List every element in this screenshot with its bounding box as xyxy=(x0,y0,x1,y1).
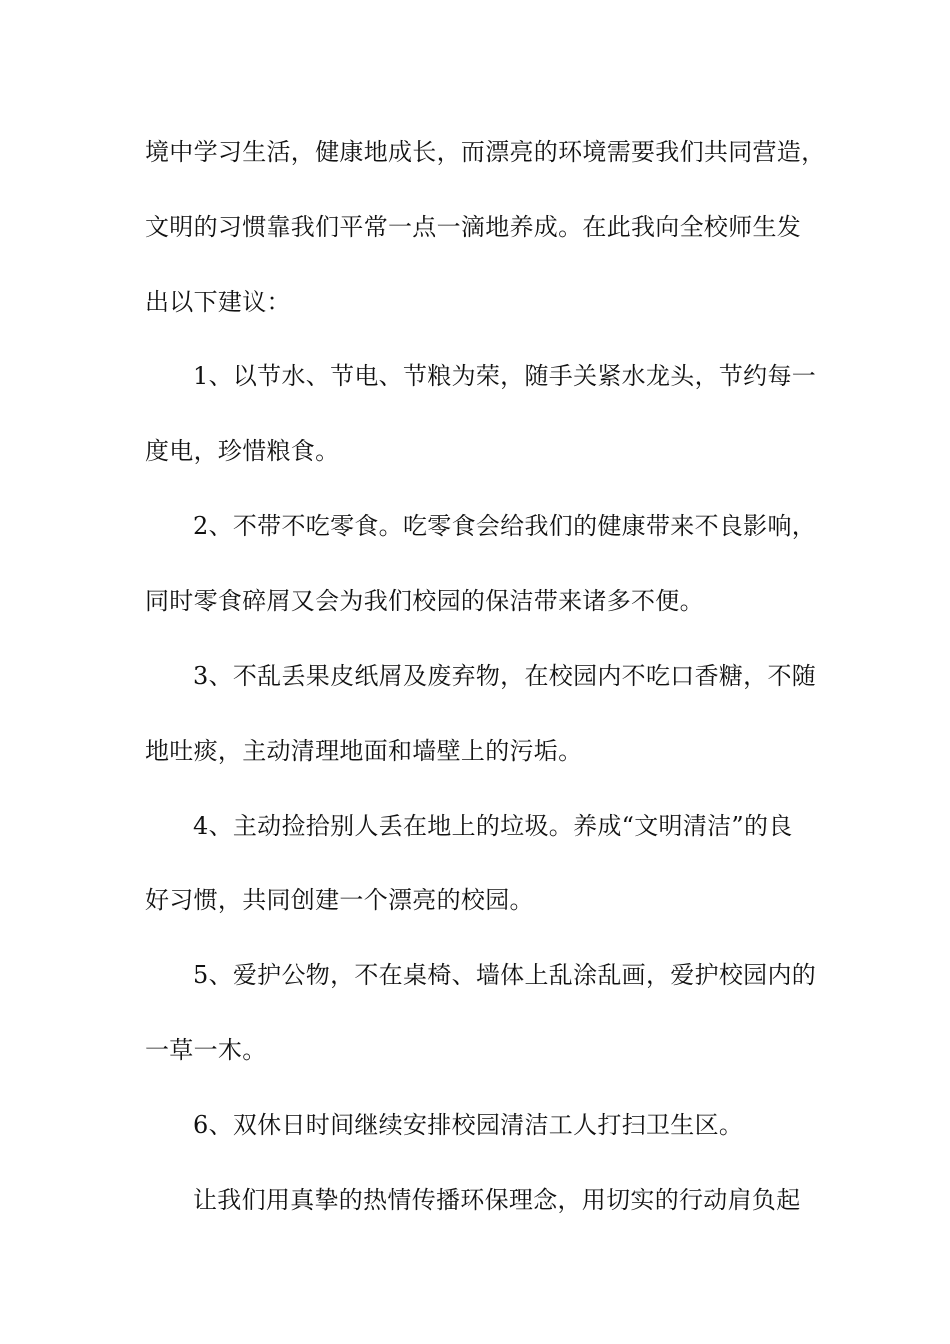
item-3-line-1: 3、不乱丢果皮纸屑及废弃物，在校园内不吃口香糖，不随 xyxy=(193,662,817,690)
text-line-2: 文明的习惯靠我们平常一点一滴地养成。在此我向全校师生发 xyxy=(145,213,802,241)
item-4-line-2: 好习惯，共同创建一个漂亮的校园。 xyxy=(145,886,534,914)
item-2-line-1: 2、不带不吃零食。吃零食会给我们的健康带来不良影响， xyxy=(193,512,817,540)
item-4-line-1: 4、主动捡拾别人丢在地上的垃圾。养成“文明清洁”的良 xyxy=(193,812,793,840)
item-2-line-2: 同时零食碎屑又会为我们校园的保洁带来诸多不便。 xyxy=(145,587,704,615)
item-1-line-2: 度电，珍惜粮食。 xyxy=(145,437,340,465)
item-3-line-2: 地吐痰，主动清理地面和墙壁上的污垢。 xyxy=(145,737,583,765)
item-1-line-1: 1、以节水、节电、节粮为荣，随手关紧水龙头，节约每一 xyxy=(193,362,817,390)
text-line-3: 出以下建议： xyxy=(145,288,291,316)
closing-line-1: 让我们用真挚的热情传播环保理念，用切实的行动肩负起 xyxy=(193,1186,801,1214)
item-5-line-2: 一草一木。 xyxy=(145,1036,267,1064)
item-5-line-1: 5、爱护公物，不在桌椅、墙体上乱涂乱画，爱护校园内的 xyxy=(193,961,817,989)
item-6-line-1: 6、双休日时间继续安排校园清洁工人打扫卫生区。 xyxy=(193,1111,744,1139)
text-line-1: 境中学习生活，健康地成长，而漂亮的环境需要我们共同营造， xyxy=(145,138,826,166)
